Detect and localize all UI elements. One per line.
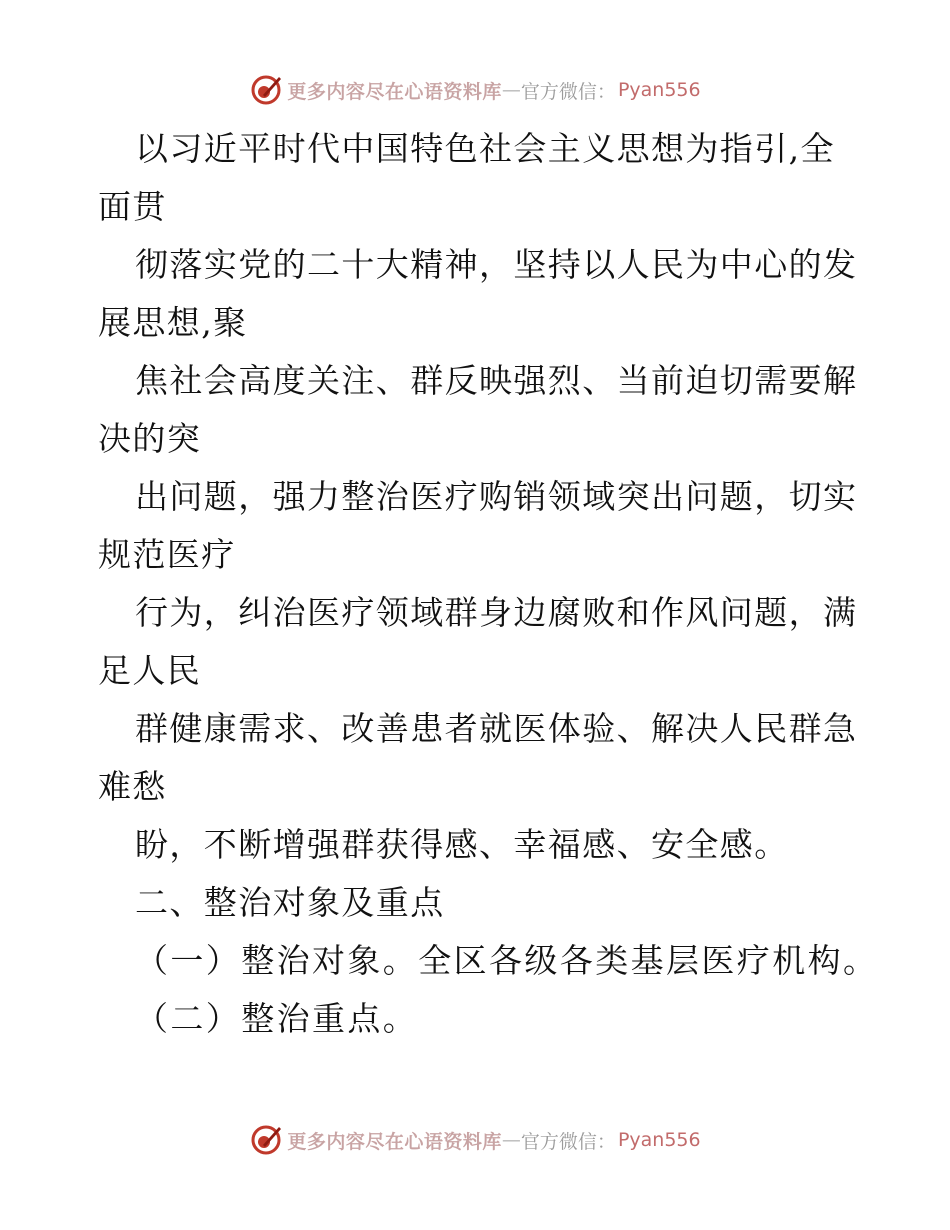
watermark-brand: 更多内容尽在心语资料库: [287, 1130, 502, 1153]
watermark-wechat-id: Pyan556: [617, 1129, 701, 1151]
section-heading: 二、整治对象及重点: [135, 883, 445, 922]
paragraph-line: 展思想,聚: [98, 303, 248, 342]
watermark-separator: —: [501, 79, 521, 101]
list-item: （一）整治对象。全区各级各类基层医疗机构。: [135, 941, 879, 980]
paragraph-line: 彻落实党的二十大精神，坚持以人民为中心的发: [135, 245, 858, 284]
paragraph-line: 规范医疗: [98, 535, 236, 574]
paragraph-line: 足人民: [98, 651, 202, 690]
paragraph-line: 难愁: [98, 767, 167, 806]
watermark-brand: 更多内容尽在心语资料库: [287, 80, 502, 103]
paragraph-line: 行为，纠治医疗领域群身边腐败和作风问题，满: [135, 593, 858, 632]
watermark-banner-top: [0, 70, 950, 110]
watermark-wechat-label: 官方微信：: [520, 1130, 616, 1153]
paragraph-line: 出问题，强力整治医疗购销领域突出问题，切实: [135, 477, 858, 516]
paragraph-line: 群健康需求、改善患者就医体验、解决人民群急: [135, 709, 858, 748]
paragraph-line: 面贯: [98, 187, 167, 226]
watermark-banner-bottom: [0, 1120, 950, 1160]
watermark-separator: —: [501, 1129, 521, 1151]
paragraph-line: 盼，不断增强群获得感、幸福感、安全感。: [135, 825, 789, 864]
quill-circle-logo-icon: [249, 73, 283, 107]
list-item: （二）整治重点。: [135, 999, 419, 1038]
paragraph-line: 以习近平时代中国特色社会主义思想为指引,全: [135, 129, 835, 168]
quill-circle-logo-icon: [249, 1123, 283, 1157]
paragraph-line: 决的突: [98, 419, 202, 458]
document-body: [98, 120, 879, 1048]
watermark-wechat-label: 官方微信：: [520, 80, 616, 103]
watermark-wechat-id: Pyan556: [617, 79, 701, 101]
paragraph-line: 焦社会高度关注、群反映强烈、当前迫切需要解: [135, 361, 858, 400]
